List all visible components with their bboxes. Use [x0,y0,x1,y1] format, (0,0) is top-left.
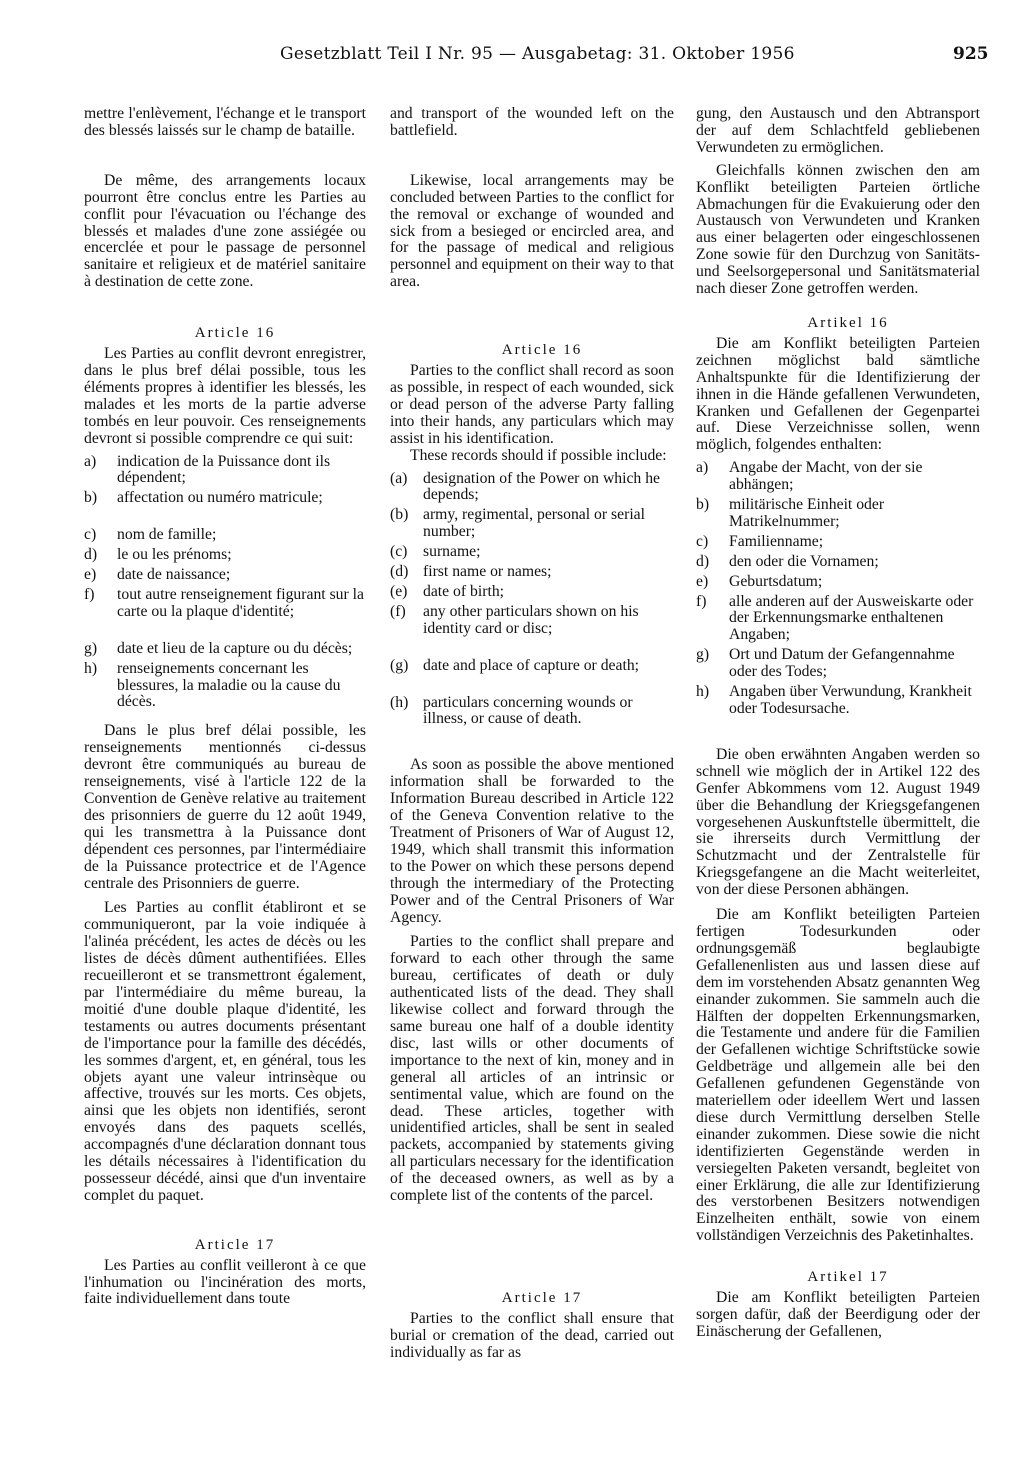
de-article-16-heading: Artikel 16 [807,314,889,331]
list-item: f) alle anderen auf der Ausweiskarte oder der Erkennungsmarke enthaltenen Angaben; [696,592,974,644]
fr-paragraph-local-arrangements: De même, des arrangements locaux pourront être conclus entre les Parties au conflit pour l'évacuation ou l'échange des blessés et malades d'une zone assiégée ou encerclée et pour le passage de personnel sanitaire et religieux et de matériel sanitaire à destination de cette zone. [84,171,366,291]
list-item: h) renseignements concernant les blessures, la maladie ou la cause du décès. [84,659,341,711]
fr-paragraph-death-certificates: Les Parties au conflit établiront et se communiqueront, par la voie indiquée à l'alinéa précédent, les actes de décès ou les listes de décès dûment authentifiées. Elles recueilleront et se transmettront également, par l'intermédiaire du même bureau, la moitié d'une double plaque d'identité, les testaments ou autres documents présentant de l'importance pour la famille des décédés, les sommes d'argent, et, en général, tous les objets ayant une valeur intrinsèque ou affective, trouvés sur les morts. Ces objets, ainsi que les objets non identifiés, seront envoyés dans des paquets scellés, accompagnés d'une déclaration donnant tous les détails nécessaires à l'identification du possesseur décédé, ainsi que d'un inventaire complet du paquet. [84,899,366,1204]
list-item: c) Familienname; [696,532,824,550]
column-german [696,106,980,1341]
list-item: g) Ort und Datum der Gefangennahme oder des Todes; [696,646,955,681]
list-item: a) indication de la Puissance dont ils dépendent; [84,452,331,487]
en-article-16-intro: Parties to the conflict shall record as soon as possible, in respect of each wounded, sick or dead person of the adverse Party falling into their hands, any particulars which may assist in his identification. [390,362,674,447]
fr-article-17-heading: Article 17 [194,1236,276,1253]
page-header [0,44,1024,68]
column-english [390,106,674,1362]
en-particulars-list [390,471,674,729]
fr-paragraph-continuation: mettre l'enlèvement, l'échange et le transport des blessés laissés sur le champ de bataille. [84,105,366,139]
list-item: d) den oder die Vornamen; [696,552,879,570]
list-item: b) affectation ou numéro matricule; [84,489,323,507]
list-item: (h) particulars concerning wounds or illness, or cause of death. [390,693,633,728]
list-item: e) Geburtsdatum; [696,572,823,590]
list-item: g) date et lieu de la capture ou du décès; [84,639,353,657]
en-paragraph-transmission: As soon as possible the above mentioned information shall be forwarded to the Information Bureau described in Article 122 of the Geneva Convention relative to the Treatment of Prisoners of War of August 12, 1949, which shall transmit this information to the Power on which these persons depend through the intermediary of the Protecting Power and of the Central Prisoners of War Agency. [390,756,674,926]
en-article-17-heading: Article 17 [501,1289,583,1306]
list-item: b) militärische Einheit oder Matrikelnummer; [696,496,885,530]
list-item: (d) first name or names; [390,563,552,581]
de-article-17-text: Die am Konflikt beteiligten Parteien sorgen dafür, daß der Beerdigung oder der Einäscherung der Gefallenen, [696,1289,980,1340]
fr-article-16-heading: Article 16 [194,325,276,342]
fr-article-16-intro: Les Parties au conflit devront enregistrer, dans le plus bref délai possible, tous les éléments propres à identifier les blessés, les malades et les morts de la partie adverse tombés en leur pouvoir. Ces renseignements devront si possible comprendre ce qui suit: [84,345,366,447]
list-item: (f) any other particulars shown on his identity card or disc; [390,602,639,637]
de-article-16-intro: Die am Konflikt beteiligten Parteien zeichnen möglichst bald sämtliche Anhaltspunkte für die Identifizierung der ihnen in die Hände gefallenen Verwundeten, Kranken und Gefallenen der Gegenpartei auf. Diese Verzeichnisse sollen, wenn möglich, folgendes enthalten: [696,334,980,454]
fr-paragraph-transmission: Dans le plus bref délai possible, les renseignements mentionnés ci-dessus devront être communiqués au bureau de renseignements, visé à l'article 122 de la Convention de Genève relative au traitement des prisonniers de guerre du 12 août 1949, qui les transmettra à la Puissance dont dépendent ces personnes, par l'intermédiaire de la Puissance protectrice et de l'Agence centrale des Prisonniers de guerre. [84,722,366,892]
en-article-16-heading: Article 16 [501,342,583,359]
list-item: (a) designation of the Power on which he depends; [390,469,661,504]
list-item: c) nom de famille; [84,526,217,544]
de-particulars-list [696,460,980,718]
en-article-16-intro-2: These records should if possible include: [410,446,667,464]
en-paragraph-death-certificates: Parties to the conflict shall prepare and forward to each other through the same bureau, certificates of death or duly authenticated lists of the dead. They shall likewise collect and forward through the same bureau one half of a double identity disc, last wills or other documents of importance to the next of kin, money and in general all articles of an intrinsic or sentimental value, which are found on the dead. These articles, together with unidentified articles, shall be sent in sealed packets, accompanied by statements giving all particulars necessary for the identification of the deceased owners, as well as by a complete list of the contents of the parcel. [390,933,674,1205]
column-french [84,106,366,1308]
list-item: h) Angaben über Verwundung, Krankheit oder Todesursache. [696,683,972,717]
en-paragraph-continuation: and transport of the wounded left on the battlefield. [390,105,674,139]
header-title: Gesetzblatt Teil I Nr. 95 — Ausgabetag: 31. Oktober 1956 [280,44,795,64]
list-item: f) tout autre renseignement figurant sur la carte ou la plaque d'identité; [84,585,364,620]
list-item: (g) date and place of capture or death; [390,656,640,674]
de-article-17-heading: Artikel 17 [807,1269,889,1286]
en-article-17-text: Parties to the conflict shall ensure that burial or cremation of the dead, carried out individually as far as [390,1309,674,1361]
de-paragraph-death-certificates: Die am Konflikt beteiligten Parteien fertigen Todesurkunden oder ordnungsgemäß beglaubigte Gefallenenlisten aus und lassen diese auf dem im vorstehenden Absatz genannten Weg einander zukommen. Sie sammeln auch die Hälften der doppelten Erkennungsmarken, die Testamente und andere für die Familien der Gefallenen wichtige Schriftstücke sowie Geldbeträge und allgemein alle bei den Gefallenen gefundenen Gegenstände von materiellem oder ideellem Wert und lassen diese durch Vermittlung derselben Stelle einander zukommen. Diese sowie die nicht identifizierten Gegenstände werden in versiegelten Paketen versandt, begleitet von einer Erklärung, die alle zur Identifizierung des verstorbenen Besitzers notwendigen Einzelheiten enthält, sowie von einem vollständigen Verzeichnis des Paketinhaltes. [696,906,980,1245]
list-item: (b) army, regimental, personal or serial number; [390,506,646,541]
list-item: e) date de naissance; [84,566,231,584]
list-item: d) le ou les prénoms; [84,546,232,564]
de-paragraph-local-arrangements: Gleichfalls können zwischen den am Konflikt beteiligten Parteien örtliche Abmachungen für die Evakuierung oder den Austausch von Verwundeten und Kranken aus einer belagerten oder eingeschlossenen Zone sowie für den Durchzug von Sanitäts- und Seelsorgepersonal und Sanitätsmaterial nach dieser Zone getroffen werden. [696,161,980,298]
list-item: (e) date of birth; [390,582,505,600]
page-number: 925 [953,44,989,64]
list-item: (c) surname; [390,543,481,561]
en-paragraph-local-arrangements: Likewise, local arrangements may be concluded between Parties to the conflict for the removal or exchange of wounded and sick from a besieged or encircled area, and for the passage of medical and religious personnel and equipment on their way to that area. [390,171,674,291]
de-paragraph-transmission: Die oben erwähnten Angaben werden so schnell wie möglich der in Artikel 122 des Genfer Abkommens vom 12. August 1949 über die Behandlung der Kriegsgefangenen vorgesehenen Auskunftstelle übermittelt, die sie ihrerseits durch Vermittlung der Schutzmacht und der Zentralstelle für Kriegsgefangene an die Macht weiterleitet, von der diese Personen abhängen. [696,745,980,899]
list-item: a) Angabe der Macht, von der sie abhängen; [696,459,923,494]
fr-particulars-list [84,454,366,712]
fr-article-17-text: Les Parties au conflit veilleront à ce que l'inhumation ou l'incinération des morts, faite individuellement dans toute [84,1256,366,1308]
de-paragraph-continuation: gung, den Austausch und den Abtransport der auf dem Schlachtfeld gebliebenen Verwundeten zu ermöglichen. [696,105,980,156]
